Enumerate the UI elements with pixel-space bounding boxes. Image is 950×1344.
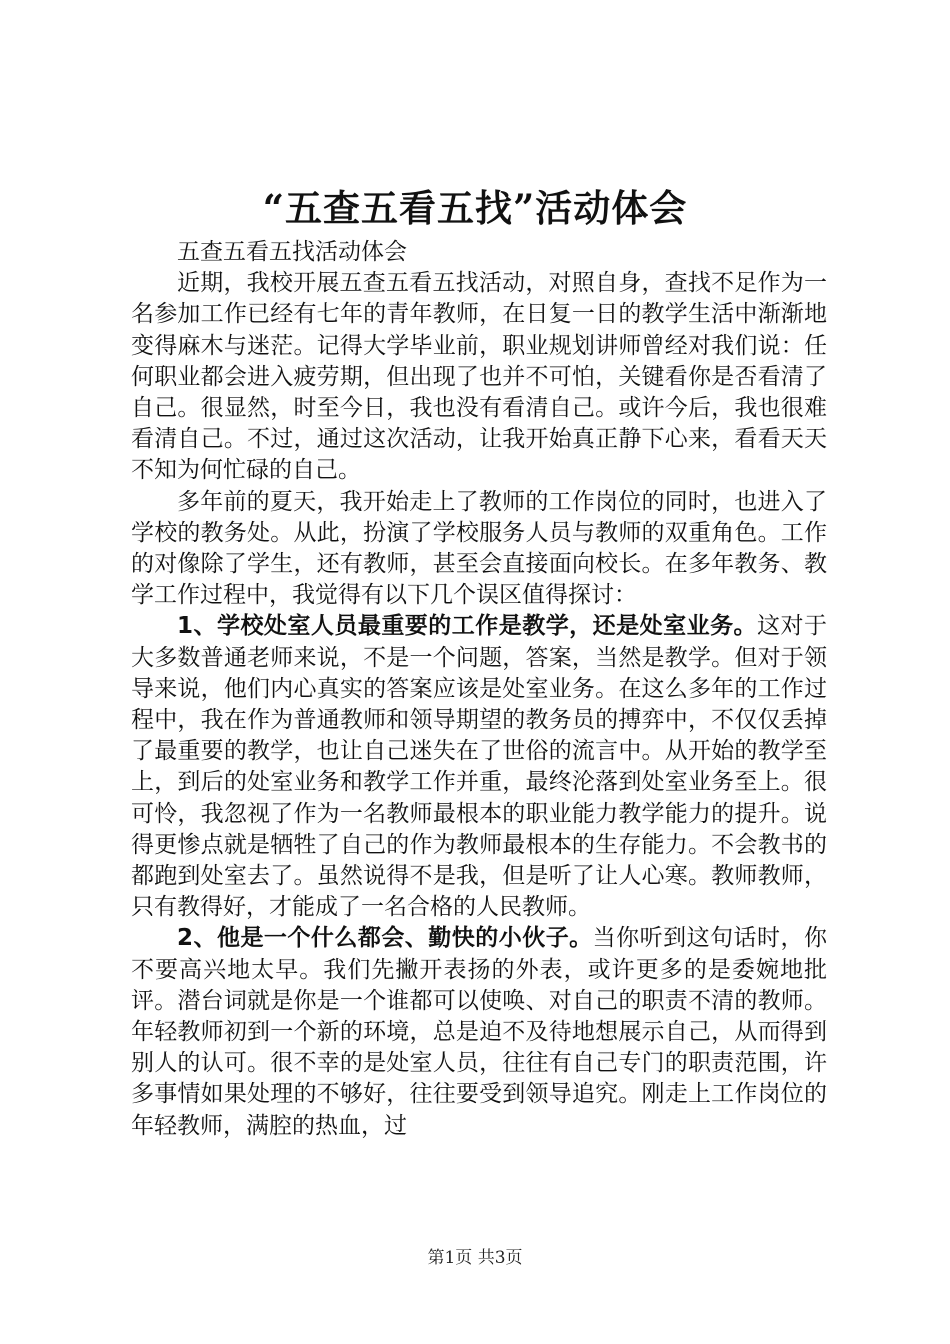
- paragraph-4-body: 当你听到这句话时，你不要高兴地太早。我们先撇开表扬的外表，或许更多的是委婉地批评。潜台词就是你是一个谁都可以使唤、对自己的职责不清的教师。年轻教师初到一个新的环境，总是迫不及待地想展示自己，从而得到别人的认可。很不幸的是处室人员，往往有自己专门的职责范围，许多事情如果处理的不够好，往往要受到领导追究。刚走上工作岗位的年轻教师，满腔的热血，过: [131, 925, 828, 1139]
- paragraph-2: 多年前的夏天，我开始走上了教师的工作岗位的同时，也进入了学校的教务处。从此，扮演了学校服务人员与教师的双重角色。工作的对像除了学生，还有教师，甚至会直接面向校长。在多年教务、教学工作过程中，我觉得有以下几个误区值得探讨：: [131, 488, 827, 609]
- document-body: [131, 237, 827, 1142]
- paragraph-4: [131, 923, 827, 1141]
- paragraph-3: [131, 611, 827, 923]
- paragraph-3-heading: 1、学校处室人员最重要的工作是教学，还是处室业务。: [177, 613, 758, 640]
- page-footer: 第1页 共3页: [427, 1248, 523, 1268]
- document-subtitle: 五查五看五找活动体会: [177, 239, 407, 265]
- document-title: “五查五看五找”活动体会: [262, 186, 688, 230]
- paragraph-1: 近期，我校开展五查五看五找活动，对照自身，查找不足作为一名参加工作已经有七年的青年教师，在日复一日的教学生活中渐渐地变得麻木与迷茫。记得大学毕业前，职业规划讲师曾经对我们说：任何职业都会进入疲劳期，但出现了也并不可怕，关键看你是否看清了自己。很显然，时至今日，我也没有看清自己。或许今后，我也很难看清自己。不过，通过这次活动，让我开始真正静下心来，看看天天不知为何忙碌的自己。: [131, 270, 827, 484]
- paragraph-4-heading: 2、他是一个什么都会、勤快的小伙子。: [177, 925, 593, 952]
- paragraph-3-body: 这对于大多数普通老师来说，不是一个问题，答案，当然是教学。但对于领导来说，他们内心真实的答案应该是处室业务。在这么多年的工作过程中，我在作为普通教师和领导期望的教务员的搏弈中，不仅仅丢掉了最重要的教学，也让自己迷失在了世俗的流言中。从开始的教学至上，到后的处室业务和教学工作并重，最终沦落到处室业务至上。很可怜，我忽视了作为一名教师最根本的职业能力教学能力的提升。说得更惨点就是牺牲了自己的作为教师最根本的生存能力。不会教书的都跑到处室去了。虽然说得不是我，但是听了让人心寒。教师教师，只有教得好，才能成了一名合格的人民教师。: [131, 613, 827, 921]
